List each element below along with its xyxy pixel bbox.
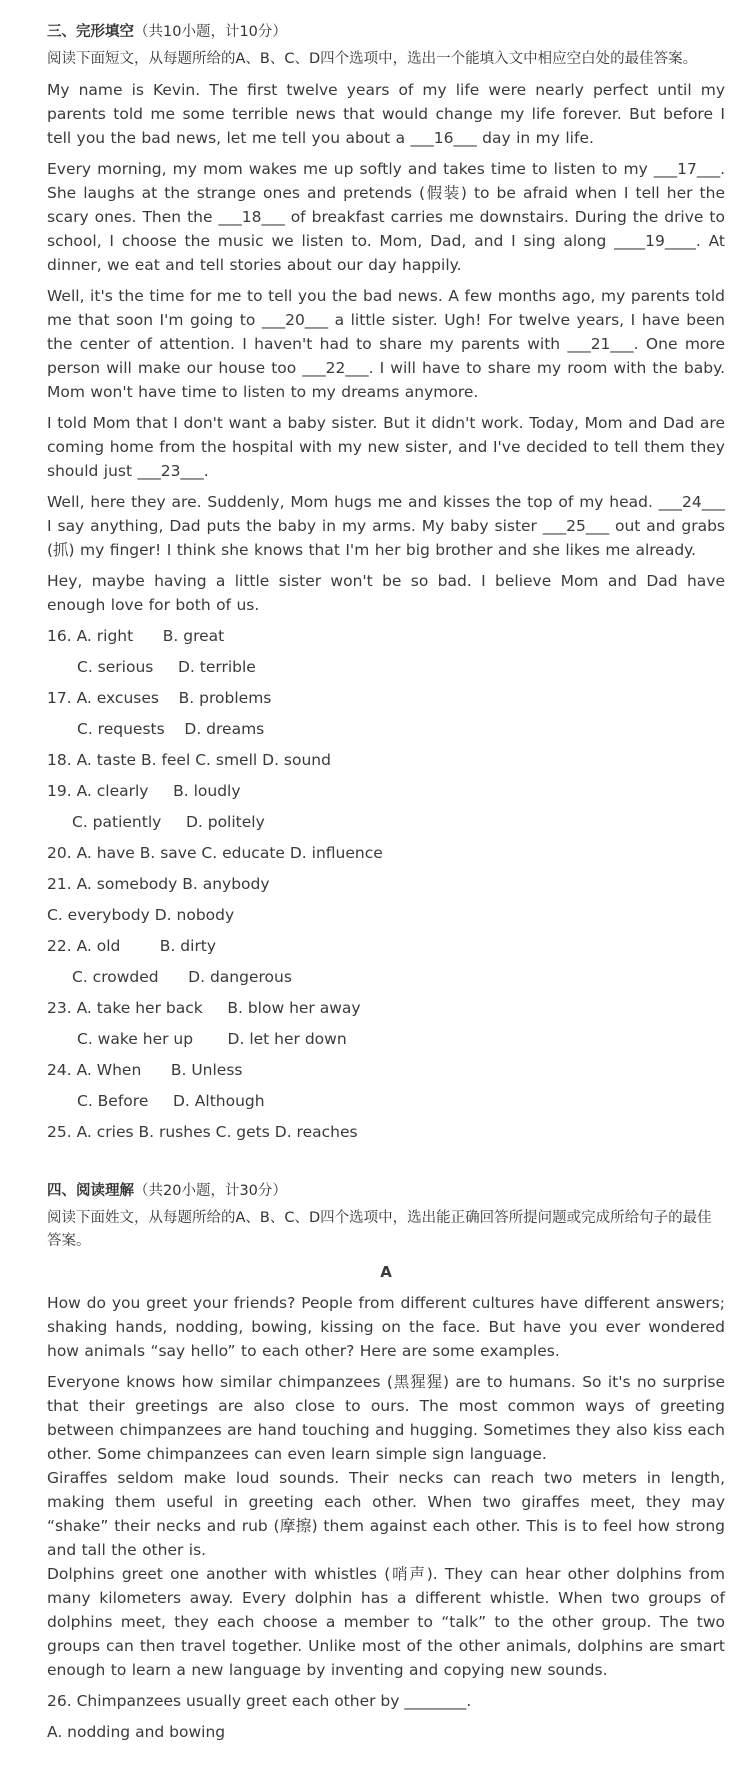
option-line-19a: 19. A. clearly B. loudly bbox=[47, 782, 241, 800]
cloze-heading-score: （共10小题，计10分） bbox=[134, 24, 287, 40]
exam-page bbox=[47, 20, 725, 1751]
reading-paragraph-1: How do you greet your friends? People from different cultures have different answers; shaking hands, nodding, bowing, kissing on the face. But have you ever wondered how animals “say hello” to each other? Here are some examples. bbox=[47, 1294, 725, 1360]
passage-label: A bbox=[380, 1263, 392, 1281]
reading-heading-score: （共20小题，计30分） bbox=[134, 1183, 287, 1199]
option-line-21b: C. everybody D. nobody bbox=[47, 906, 235, 924]
option-line-18: 18. A. taste B. feel C. smell D. sound bbox=[47, 751, 331, 769]
option-line-17a: 17. A. excuses B. problems bbox=[47, 689, 272, 707]
reading-paragraph-2: Everyone knows how similar chimpanzees (黑猩猩) are to humans. So it's no surprise that their greetings are also close to ours. The most common ways of greeting between chimpanzees are hand touching and hugging. Sometimes they also kiss each other. Some chimpanzees can even learn simple sign language. bbox=[47, 1373, 725, 1463]
cloze-paragraph-1: My name is Kevin. The first twelve years of my life were nearly perfect until my parents told me some terrible news that would change my life forever. But before I tell you the bad news, let me tell you about a ___16___ day in my life. bbox=[47, 81, 725, 147]
question-26: 26. Chimpanzees usually greet each other by ________. bbox=[47, 1692, 472, 1710]
cloze-paragraph-4: I told Mom that I don't want a baby sister. But it didn't work. Today, Mom and Dad are coming home from the hospital with my new sister, and I've decided to tell them they should just ___23___. bbox=[47, 414, 725, 480]
option-line-16b: C. serious D. terrible bbox=[77, 658, 256, 676]
cloze-paragraph-6: Hey, maybe having a little sister won't be so bad. I believe Mom and Dad have enough love for both of us. bbox=[47, 572, 725, 614]
cloze-instruction: 阅读下面短文，从每题所给的A、B、C、D四个选项中，选出一个能填入文中相应空白处的最佳答案。 bbox=[47, 51, 698, 67]
option-line-19b: C. patiently D. politely bbox=[72, 813, 265, 831]
cloze-paragraph-3: Well, it's the time for me to tell you the bad news. A few months ago, my parents told me that soon I'm going to ___20___ a little sister. Ugh! For twelve years, I have been the center of attention. I haven't had to share my parents with ___21___. One more person will make our house too ___22___. I will have to share my room with the baby. Mom won't have time to listen to my dreams anymore. bbox=[47, 287, 725, 401]
reading-heading bbox=[47, 1179, 725, 1203]
option-line-22b: C. crowded D. dangerous bbox=[72, 968, 292, 986]
cloze-paragraph-5: Well, here they are. Suddenly, Mom hugs me and kisses the top of my head. ___24___ I say anything, Dad puts the baby in my arms. My baby sister ___25___ out and grabs (抓) my finger! I think she knows that I'm her big brother and she likes me already. bbox=[47, 493, 725, 559]
option-line-24b: C. Before D. Although bbox=[77, 1092, 265, 1110]
option-line-21a: 21. A. somebody B. anybody bbox=[47, 875, 270, 893]
option-line-22a: 22. A. old B. dirty bbox=[47, 937, 217, 955]
reading-instruction: 阅读下面姓文，从每题所给的A、B、C、D四个选项中，选出能正确回答所提问题或完成所给句子的最佳答案。 bbox=[47, 1210, 712, 1249]
cloze-heading-title: 三、完形填空 bbox=[47, 24, 134, 40]
reading-paragraph-3: Giraffes seldom make loud sounds. Their necks can reach two meters in length, making them useful in greeting each other. When two giraffes meet, they may “shake” their necks and rub (摩擦) them against each other. This is to feel how strong and tall the other is. bbox=[47, 1469, 725, 1559]
cloze-heading bbox=[47, 20, 725, 44]
cloze-paragraph-2: Every morning, my mom wakes me up softly and takes time to listen to my ___17___. She laughs at the strange ones and pretends (假装) to be afraid when I tell her the scary ones. Then the ___18___ of breakfast carries me downstairs. During the drive to school, I choose the music we listen to. Mom, Dad, and I sing along ____19____. At dinner, we eat and tell stories about our day happily. bbox=[47, 160, 725, 274]
option-line-20: 20. A. have B. save C. educate D. influence bbox=[47, 844, 383, 862]
option-line-25: 25. A. cries B. rushes C. gets D. reaches bbox=[47, 1123, 358, 1141]
section-gap bbox=[47, 1151, 725, 1179]
question-26-option-a: A. nodding and bowing bbox=[47, 1723, 226, 1741]
option-line-23b: C. wake her up D. let her down bbox=[77, 1030, 347, 1048]
option-line-23a: 23. A. take her back B. blow her away bbox=[47, 999, 361, 1017]
option-line-24a: 24. A. When B. Unless bbox=[47, 1061, 243, 1079]
option-line-16a: 16. A. right B. great bbox=[47, 627, 225, 645]
reading-paragraph-4: Dolphins greet one another with whistles (哨声). They can hear other dolphins from many kilometers away. Every dolphin has a different whistle. When two groups of dolphins meet, they each choose a member to “talk” to the other group. The two groups can then travel together. Unlike most of the other animals, dolphins are smart enough to learn a new language by inventing and copying new sounds. bbox=[47, 1565, 725, 1679]
option-line-17b: C. requests D. dreams bbox=[77, 720, 265, 738]
reading-heading-title: 四、阅读理解 bbox=[47, 1183, 134, 1199]
